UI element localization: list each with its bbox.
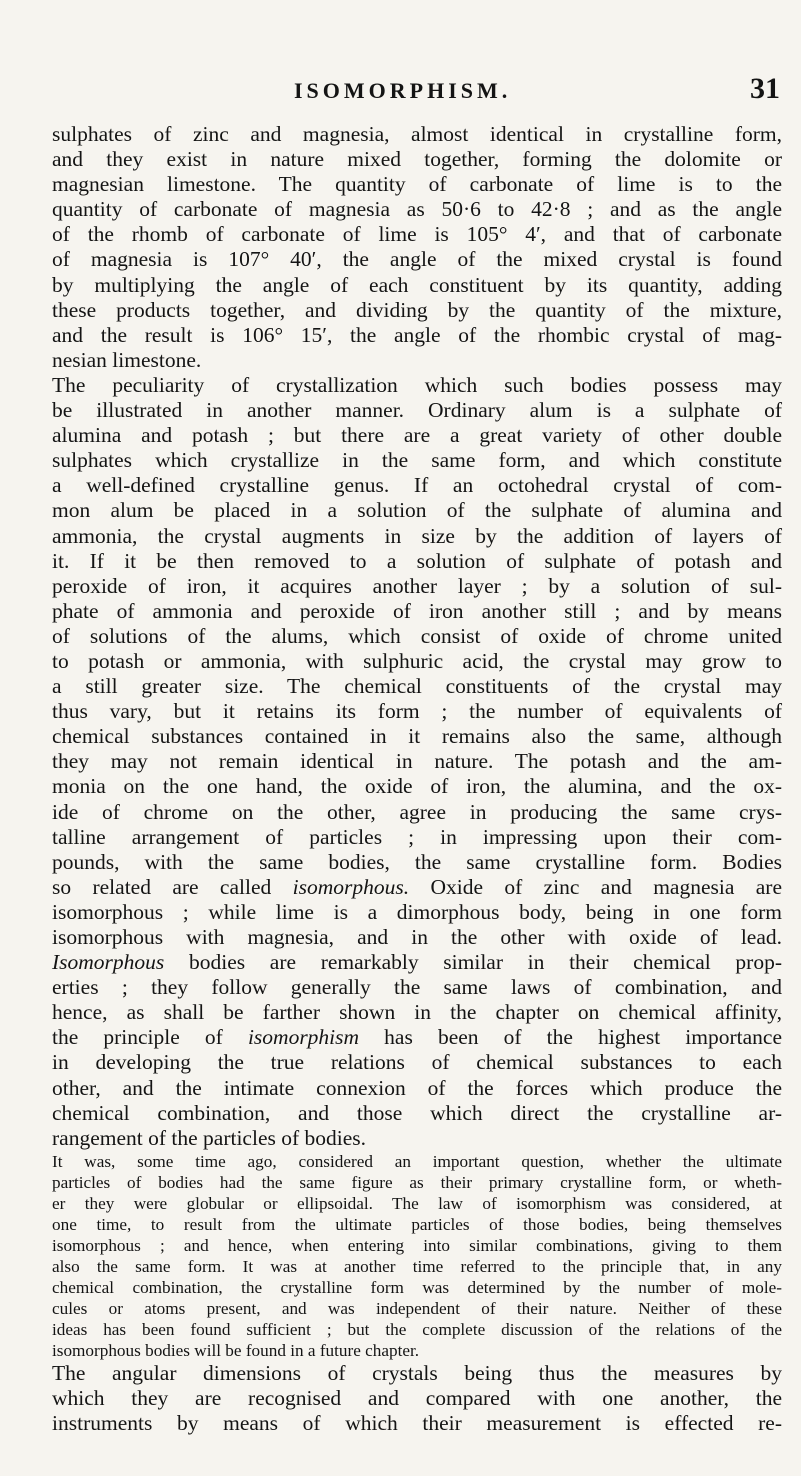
- text-line: chemical combination, and those which direct the crystalline ar-: [52, 1100, 782, 1125]
- paragraph-angular-dimensions: [52, 1361, 782, 1436]
- italic-term: Isomorphous: [52, 950, 165, 975]
- running-title: ISOMORPHISM.: [294, 78, 512, 103]
- text-run: bodies are remarkably similar in their chemical prop-: [164, 950, 782, 975]
- text-line: in developing the true relations of chemical substances to each: [52, 1050, 782, 1075]
- text-line: and they exist in nature mixed together, forming the dolomite or: [52, 147, 782, 172]
- note-line: particles of bodies had the same figure as their primary crystalline form, or wheth-: [52, 1172, 782, 1192]
- text-line: of the rhomb of carbonate of lime is 105° 4′, and that of carbonate: [52, 222, 782, 247]
- note-line: It was, some time ago, considered an important question, whether the ultimate: [52, 1151, 782, 1171]
- text-line: ide of chrome on the other, agree in producing the same crys-: [52, 799, 782, 824]
- text-line: these products together, and dividing by the quantity of the mixture,: [52, 297, 782, 322]
- text-line: isomorphous with magnesia, and in the other with oxide of lead.: [52, 925, 782, 949]
- text-line: chemical substances contained in it remains also the same, although: [52, 724, 782, 749]
- text-line: mon alum be placed in a solution of the sulphate of alumina and: [52, 498, 782, 523]
- text-line: it. If it be then removed to a solution of sulphate of potash and: [52, 548, 782, 573]
- text-line: alumina and potash ; but there are a great variety of other double: [52, 423, 782, 448]
- text-line: other, and the intimate connexion of the forces which produce the: [52, 1075, 782, 1100]
- text-line: to potash or ammonia, with sulphuric acid, the crystal may grow to: [52, 648, 782, 673]
- note-line: isomorphous bodies will be found in a future chapter.: [52, 1340, 420, 1360]
- text-line: by multiplying the angle of each constituent by its quantity, adding: [52, 272, 782, 297]
- note-line: ideas has been found sufficient ; but the complete discussion of the relations of the: [52, 1319, 782, 1339]
- note-line: isomorphous ; and hence, when entering into similar combinations, giving to them: [52, 1235, 782, 1255]
- note-line: cules or atoms present, and was independent of their nature. Neither of these: [52, 1298, 782, 1318]
- page-body: [52, 122, 782, 1436]
- text-line: phate of ammonia and peroxide of iron another still ; and by means: [52, 598, 782, 623]
- text-line: quantity of carbonate of magnesia as 50·6 to 42·8 ; and as the angle: [52, 197, 782, 222]
- running-header: [80, 72, 780, 110]
- page-number: 31: [750, 72, 780, 105]
- text-line: talline arrangement of particles ; in impressing upon their com-: [52, 824, 782, 849]
- text-line: hence, as shall be farther shown in the chapter on chemical affinity,: [52, 1000, 782, 1025]
- text-line: of magnesia is 107° 40′, the angle of the mixed crystal is found: [52, 247, 782, 272]
- text-line: [52, 1025, 782, 1050]
- text-line: magnesian limestone. The quantity of carbonate of lime is to the: [52, 172, 782, 197]
- text-line: peroxide of iron, it acquires another layer ; by a solution of sul-: [52, 573, 782, 598]
- italic-term: isomorphous.: [292, 874, 410, 899]
- paragraph-alum-crystallization: [52, 373, 782, 1151]
- text-line: [52, 950, 782, 975]
- text-line: rangement of the particles of bodies.: [52, 1125, 367, 1150]
- text-line: a still greater size. The chemical constituents of the crystal may: [52, 674, 782, 699]
- note-line: also the same form. It was at another time referred to the principle that, in any: [52, 1256, 782, 1276]
- note-line: one time, to result from the ultimate particles of those bodies, being themselves: [52, 1214, 782, 1234]
- note-line: chemical combination, the crystalline form was determined by the number of mole-: [52, 1277, 782, 1297]
- text-line: isomorphous ; while lime is a dimorphous body, being in one form: [52, 899, 782, 924]
- paragraph-dolomite: [52, 122, 782, 373]
- text-line: a well-defined crystalline genus. If an octohedral crystal of com-: [52, 473, 782, 498]
- text-line: sulphates which crystallize in the same form, and which constitute: [52, 448, 782, 473]
- text-line: The peculiarity of crystallization which such bodies possess may: [52, 372, 782, 397]
- text-run: Oxide of zinc and magnesia are: [409, 874, 782, 899]
- text-line: which they are recognised and compared with one another, the: [52, 1385, 782, 1410]
- text-line: of solutions of the alums, which consist of oxide of chrome united: [52, 623, 782, 648]
- text-run: has been of the highest importance: [359, 1025, 782, 1050]
- text-line: they may not remain identical in nature. The potash and the am-: [52, 749, 782, 774]
- italic-term: isomorphism: [247, 1025, 360, 1050]
- text-line: nesian limestone.: [52, 347, 202, 372]
- text-line: [52, 875, 782, 900]
- text-line: instruments by means of which their measurement is effected re-: [52, 1411, 782, 1436]
- text-line: sulphates of zinc and magnesia, almost identical in crystalline form,: [52, 122, 782, 146]
- text-run: the principle of: [52, 1025, 248, 1050]
- footnote-block: [52, 1151, 782, 1361]
- text-line: be illustrated in another manner. Ordinary alum is a sulphate of: [52, 398, 782, 423]
- text-line: thus vary, but it retains its form ; the number of equivalents of: [52, 699, 782, 724]
- note-line: er they were globular or ellipsoidal. The law of isomorphism was considered, at: [52, 1193, 782, 1213]
- text-run: so related are called: [52, 874, 293, 899]
- text-line: The angular dimensions of crystals being thus the measures by: [52, 1360, 782, 1385]
- text-line: ammonia, the crystal augments in size by the addition of layers of: [52, 523, 782, 548]
- text-line: monia on the one hand, the oxide of iron, the alumina, and the ox-: [52, 774, 782, 799]
- text-line: and the result is 106° 15′, the angle of the rhombic crystal of mag-: [52, 322, 782, 347]
- text-line: erties ; they follow generally the same laws of combination, and: [52, 975, 782, 1000]
- text-line: pounds, with the same bodies, the same crystalline form. Bodies: [52, 849, 782, 874]
